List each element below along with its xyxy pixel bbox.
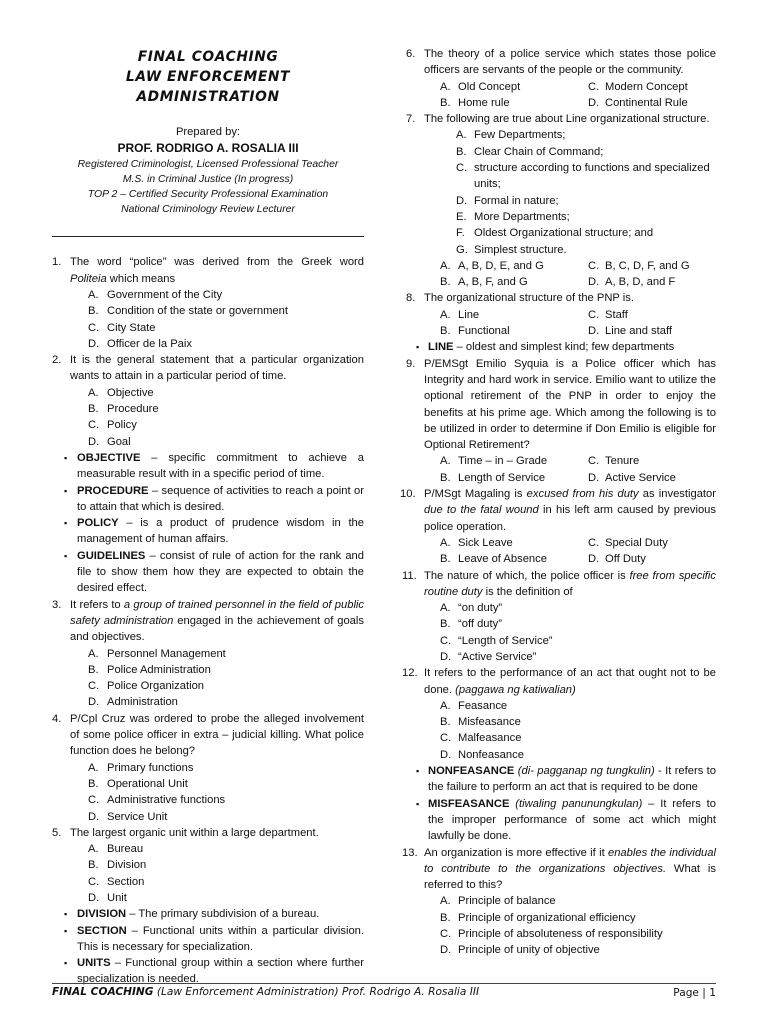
choice-letter: A. — [88, 386, 99, 399]
question-2 — [52, 352, 364, 385]
choice-row — [400, 258, 716, 274]
doc-title-line1: FINAL COACHING — [137, 49, 279, 65]
question-text: It is the general statement that a particular organization wants to attain in a particular period of time. — [70, 354, 364, 383]
choice-text: Unit — [107, 891, 127, 904]
question-number: 7. — [406, 113, 416, 126]
choice-item — [52, 646, 364, 662]
author-name: PROF. RODRIGO A. ROSALIA III — [117, 141, 299, 156]
choice-item — [400, 714, 716, 730]
page-number: Page | 1 — [673, 987, 716, 999]
question-1 — [52, 254, 364, 287]
choice-letter: B. — [88, 663, 99, 676]
choice-text: Special Duty — [605, 536, 668, 549]
choice-text: Police Administration — [107, 663, 211, 676]
question-text-italic: Politeia — [70, 272, 107, 285]
choice-letter: A. — [88, 843, 99, 856]
choice-letter: A. — [88, 289, 99, 301]
question-number: 3. — [52, 598, 62, 611]
choice-item — [52, 890, 364, 906]
choice-text: Division — [107, 859, 147, 872]
choice-letter: A. — [440, 895, 451, 908]
credential-line: M.S. in Criminal Justice (In progress) — [122, 173, 294, 185]
definition-note — [400, 339, 716, 355]
choice-item — [400, 730, 716, 746]
choice-item — [52, 417, 364, 433]
choice-text: Policy — [107, 419, 137, 432]
choice-text: Personnel Management — [107, 647, 226, 660]
choice-letter: C. — [588, 455, 600, 468]
note-text: – Functional group within a section where further specialization is needed. — [77, 957, 364, 986]
left-column — [52, 0, 364, 988]
choice-row — [400, 274, 716, 290]
question-3 — [52, 597, 364, 646]
question-number: 4. — [52, 712, 62, 725]
question-text-part: The word “police” was derived from the Greek word — [70, 256, 364, 269]
question-10 — [400, 486, 716, 535]
prepared-by-label: Prepared by: — [175, 126, 241, 138]
question-text-part: It refers to the performance of an act that ought not to be done. — [424, 667, 716, 696]
choice-letter: C. — [88, 321, 100, 334]
question-text-part: in his left arm caused by previous police operation. — [424, 504, 716, 533]
choice-item — [52, 336, 364, 352]
choice-letter: C. — [440, 732, 452, 745]
choice-text: Old Concept — [458, 80, 521, 93]
choice-letter: A. — [88, 761, 99, 774]
choice-letter: B. — [88, 403, 99, 416]
choice-letter: C. — [88, 680, 100, 693]
choice-list — [400, 600, 716, 665]
statement-text: Formal in nature; — [474, 194, 559, 207]
choice-item — [52, 694, 364, 710]
choice-letter: A. — [440, 455, 451, 468]
question-text-part: P/MSgt Magaling is — [424, 488, 527, 501]
choice-text: “Active Service” — [458, 650, 537, 663]
choice-text: Officer de la Paix — [107, 337, 192, 350]
choice-text: Primary functions — [107, 761, 194, 774]
choice-item — [52, 809, 364, 825]
question-text — [424, 568, 716, 601]
question-text: The organizational structure of the PNP is. — [424, 292, 634, 305]
choice-letter: D. — [588, 471, 600, 484]
choice-list — [52, 646, 364, 711]
statement-text: Oldest Organizational structure; and — [474, 227, 654, 240]
choice-item — [52, 678, 364, 694]
choice-letter: D. — [588, 96, 600, 109]
choice-text: Police Organization — [107, 680, 205, 693]
choice-text: “on duty” — [458, 602, 503, 615]
choice-text: A, B, D, and F — [605, 276, 676, 289]
choice-item — [52, 857, 364, 873]
bullet-icon: ▪ — [416, 342, 420, 353]
choice-text: A, B, D, E, and G — [458, 259, 544, 272]
choice-text: Principle of absoluteness of responsibility — [458, 928, 663, 941]
choice-item — [400, 942, 716, 958]
statement-item — [400, 225, 716, 241]
choice-letter: B. — [440, 96, 451, 109]
bullet-icon: ▪ — [416, 798, 420, 809]
note-text: – Functional units within a particular division. This is necessary for specialization. — [77, 924, 364, 953]
question-8 — [400, 290, 716, 306]
bullet-icon: ▪ — [64, 909, 68, 920]
choice-text: Principle of organizational efficiency — [458, 911, 636, 924]
bullet-icon: ▪ — [64, 452, 68, 463]
statement-letter: A. — [456, 129, 467, 142]
choice-text: Feasance — [458, 699, 508, 712]
note-translation: (tiwaling panunungkulan) — [509, 797, 643, 810]
choice-text: Principle of unity of objective — [458, 944, 600, 957]
choice-letter: D. — [88, 435, 100, 448]
note-term: GUIDELINES — [77, 549, 146, 562]
choice-text: Misfeasance — [458, 716, 521, 729]
note-list — [52, 450, 364, 597]
bullet-icon: ▪ — [64, 485, 68, 496]
choice-letter: A. — [440, 602, 451, 615]
note-translation: (di- pagganap ng tungkulin) — [514, 765, 655, 778]
statement-item — [400, 193, 716, 209]
choice-list — [400, 698, 716, 763]
choice-letter: A. — [88, 647, 99, 660]
question-text: The largest organic unit within a large department. — [70, 826, 319, 839]
choice-letter: D. — [440, 748, 452, 761]
choice-item — [52, 874, 364, 890]
choice-text: Leave of Absence — [458, 553, 547, 566]
choice-text: Continental Rule — [605, 96, 688, 109]
choice-text: Functional — [458, 325, 510, 338]
note-term: POLICY — [77, 517, 119, 530]
choice-letter: A. — [440, 308, 451, 321]
question-number: 6. — [406, 48, 416, 60]
statement-letter: E. — [456, 210, 467, 223]
choice-list — [52, 841, 364, 906]
definition-note — [52, 450, 364, 483]
choice-letter: D. — [588, 276, 600, 289]
definition-note — [400, 763, 716, 796]
statement-text: Few Departments; — [474, 129, 566, 142]
choice-row — [400, 551, 716, 567]
note-text: – It refers to the improper performance of some act which might lawfully be done. — [428, 797, 716, 843]
question-text: P/Cpl Cruz was ordered to probe the alleged involvement of some police officer in extra – judicial killing. What police function does he belong? — [70, 712, 364, 758]
choice-text: Line — [458, 308, 480, 321]
question-text-part: What is referred to this? — [424, 862, 716, 892]
right-column — [400, 0, 716, 959]
choice-letter: D. — [588, 325, 600, 338]
bullet-icon: ▪ — [64, 958, 68, 969]
question-number: 1. — [52, 256, 62, 269]
definition-note — [52, 483, 364, 516]
choice-letter: B. — [88, 305, 99, 318]
bullet-icon: ▪ — [64, 550, 68, 561]
statement-text: Simplest structure. — [474, 243, 567, 256]
footer-subtitle: (Law Enforcement Administration) Prof. Rodrigo A. Rosalia III — [153, 986, 480, 998]
question-text — [424, 665, 716, 698]
choice-text: Malfeasance — [458, 732, 522, 745]
statement-item — [400, 242, 716, 258]
question-text-part: The nature of which, the police officer is — [424, 569, 630, 582]
choice-item — [52, 792, 364, 808]
choice-list — [52, 287, 364, 352]
choice-item — [52, 776, 364, 792]
question-number: 12. — [402, 667, 418, 680]
bullet-icon: ▪ — [64, 925, 68, 936]
statement-letter: D. — [456, 194, 468, 207]
choice-item — [400, 747, 716, 763]
note-text: – consist of rule of action for the rank and file to show them how they are expected to obtain the desired effect. — [77, 549, 364, 595]
choice-text: Sick Leave — [458, 536, 513, 549]
question-text-part: as investigator — [638, 488, 716, 501]
choice-text: Procedure — [107, 403, 159, 416]
choice-row — [400, 453, 716, 469]
choice-item — [400, 698, 716, 714]
question-text-italic: due to the fatal wound — [424, 504, 539, 517]
definition-note — [400, 796, 716, 845]
question-number: 2. — [52, 354, 62, 367]
choice-text: Staff — [605, 308, 628, 321]
choice-item — [52, 760, 364, 776]
note-term: DIVISION — [77, 908, 127, 921]
choice-text: Operational Unit — [107, 777, 188, 790]
choice-text: Line and staff — [605, 325, 672, 338]
choice-text: Modern Concept — [605, 80, 688, 93]
choice-letter: B. — [440, 618, 451, 631]
question-text-italic: a group of trained personnel in the field of public safety administration — [70, 598, 365, 627]
choice-letter: C. — [440, 928, 452, 941]
bullet-icon: ▪ — [416, 766, 420, 777]
choice-list — [400, 893, 716, 958]
choice-letter: C. — [88, 794, 100, 807]
choice-letter: A. — [440, 699, 451, 712]
question-6 — [400, 46, 716, 79]
document-header — [52, 47, 364, 217]
choice-letter: B. — [440, 276, 451, 289]
note-text: - It refers to the failure to perform an act that is required to be done — [428, 765, 716, 794]
choice-text: “Length of Service” — [458, 634, 553, 647]
choice-item — [400, 649, 716, 665]
choice-text: Length of Service — [458, 471, 546, 484]
choice-text: Condition of the state or government — [107, 305, 288, 318]
question-11 — [400, 568, 716, 601]
question-number: 13. — [402, 846, 418, 859]
choice-item — [400, 600, 716, 616]
note-term: OBJECTIVE — [77, 451, 141, 464]
question-text — [70, 597, 364, 646]
question-text: The following are true about Line organizational structure. — [424, 113, 710, 126]
note-term: LINE — [428, 341, 454, 354]
note-list — [400, 763, 716, 844]
question-text-italic: enables the individual to contribute to the organizations objectives. — [424, 846, 716, 875]
choice-row — [400, 307, 716, 323]
choice-text: Objective — [107, 386, 154, 399]
note-text: – specific commitment to achieve a measurable result with in a specific period of time. — [77, 451, 364, 481]
statement-item — [400, 209, 716, 225]
question-9 — [400, 356, 716, 454]
choice-text: Service Unit — [107, 810, 168, 823]
question-text-part: is the definition of — [482, 585, 573, 598]
statement-item — [400, 127, 716, 143]
choice-letter: C. — [440, 634, 452, 647]
choice-letter: B. — [88, 777, 99, 790]
choice-letter: D. — [440, 944, 452, 957]
question-text — [424, 845, 716, 894]
question-text-italic: (paggawa ng katiwalian) — [455, 683, 576, 696]
choice-text: Goal — [107, 435, 131, 448]
question-number: 5. — [52, 826, 62, 839]
choice-item — [52, 662, 364, 678]
question-text: The theory of a police service which states those police officers are servants of the people or the community. — [424, 48, 716, 77]
definition-note — [52, 515, 364, 548]
statement-item — [400, 160, 716, 193]
choice-letter: D. — [440, 650, 452, 663]
question-text-part: which means — [106, 272, 176, 285]
choice-text: “off duty” — [458, 618, 502, 631]
question-text: P/EMSgt Emilio Syquia is a Police officer which has Integrity and hard work in service. Emilio want to utilize the optional retirement of the PNP in order to enjoy the benefits at his prime age. Which among the following is to be utilized in order to determine if Don Emilio is eligible for Optional Retirement? — [424, 357, 716, 452]
question-5 — [52, 825, 364, 841]
choice-text: Administrative functions — [107, 794, 226, 807]
choice-text: Tenure — [605, 455, 640, 468]
question-4 — [52, 711, 364, 760]
choice-letter: C. — [588, 259, 600, 272]
note-term: UNITS — [77, 957, 111, 970]
choice-letter: A. — [440, 80, 451, 93]
statement-letter: G. — [456, 243, 468, 256]
question-text-part: engaged in the achievement of goals and objectives. — [70, 614, 364, 644]
choice-letter: D. — [88, 337, 100, 350]
choice-row — [400, 79, 716, 95]
question-text-italic: free from specific routine duty — [424, 569, 716, 598]
definition-note — [52, 548, 364, 597]
footer-title: FINAL COACHING — [52, 986, 154, 998]
choice-letter: B. — [440, 911, 451, 924]
choice-text: Section — [107, 875, 145, 888]
choice-text: Bureau — [107, 843, 144, 856]
choice-list — [52, 760, 364, 825]
choice-letter: D. — [88, 891, 100, 904]
choice-row — [400, 323, 716, 339]
choice-item — [400, 633, 716, 649]
choice-text: A, B, F, and G — [458, 276, 528, 289]
note-text: – is a product of prudence wisdom in the management of human affairs. — [77, 517, 364, 546]
choice-letter: A. — [440, 536, 451, 549]
choice-letter: B. — [88, 859, 99, 872]
question-number: 8. — [406, 292, 416, 305]
question-text-italic: excused from his duty — [526, 488, 639, 501]
note-text: – oldest and simplest kind; few departments — [453, 341, 675, 354]
choice-letter: C. — [588, 308, 600, 321]
choice-item — [400, 616, 716, 632]
choice-text: Time – in – Grade — [458, 455, 548, 468]
doc-title-line2: LAW ENFORCEMENT ADMINISTRATION — [125, 69, 291, 105]
definition-note — [52, 906, 364, 922]
question-13 — [400, 845, 716, 894]
statement-text: Clear Chain of Command; — [474, 145, 604, 158]
choice-letter: B. — [440, 325, 451, 338]
choice-letter: B. — [440, 471, 451, 484]
choice-text: Home rule — [458, 96, 510, 109]
choice-text: B, C, D, F, and G — [605, 259, 690, 272]
choice-item — [52, 320, 364, 336]
note-term: MISFEASANCE — [428, 797, 510, 810]
choice-row — [400, 535, 716, 551]
choice-letter: D. — [588, 553, 600, 566]
question-number: 10. — [400, 488, 416, 501]
question-text-part: An organization is more effective if it — [424, 846, 608, 859]
question-number: 11. — [402, 569, 417, 582]
question-7 — [400, 111, 716, 127]
choice-letter: B. — [440, 716, 451, 729]
choice-item — [400, 893, 716, 909]
choice-row — [400, 470, 716, 486]
choice-item — [52, 287, 364, 303]
choice-item — [52, 303, 364, 319]
note-text: – The primary subdivision of a bureau. — [126, 908, 320, 921]
note-text: – sequence of activities to reach a point or to attain that which is desired. — [77, 484, 364, 513]
question-text-part: It refers to — [70, 598, 124, 611]
note-term: PROCEDURE — [77, 484, 149, 497]
choice-row — [400, 95, 716, 111]
choice-letter: C. — [588, 536, 600, 549]
choice-text: Off Duty — [605, 553, 646, 566]
choice-letter: A. — [440, 259, 451, 272]
choice-text: Active Service — [605, 471, 676, 484]
choice-item — [52, 434, 364, 450]
question-12 — [400, 665, 716, 698]
note-list — [52, 906, 364, 987]
choice-letter: C. — [88, 875, 100, 888]
credential-line: TOP 2 – Certified Security Professional Examination — [87, 189, 329, 200]
choice-text: Principle of balance — [458, 895, 556, 908]
choice-letter: C. — [588, 80, 600, 93]
note-term: NONFEASANCE — [428, 765, 515, 778]
choice-letter: B. — [440, 553, 451, 566]
choice-text: Administration — [107, 696, 178, 709]
choice-item — [52, 385, 364, 401]
page-footer — [52, 983, 716, 999]
choice-letter: C. — [88, 419, 100, 432]
choice-item — [400, 910, 716, 926]
statement-text: structure according to functions and specialized units; — [474, 162, 710, 191]
choice-item — [400, 926, 716, 942]
question-text — [424, 486, 716, 535]
statement-letter: F. — [456, 227, 465, 240]
choice-letter: D. — [88, 696, 100, 709]
choice-text: City State — [107, 321, 156, 334]
choice-text: Government of the City — [107, 289, 223, 301]
statement-letter: B. — [456, 145, 467, 158]
question-text — [70, 254, 364, 287]
choice-letter: D. — [88, 810, 100, 823]
bullet-icon: ▪ — [64, 518, 68, 529]
statement-letter: C. — [456, 162, 468, 175]
choice-item — [52, 401, 364, 417]
choice-item — [52, 841, 364, 857]
definition-note — [52, 923, 364, 956]
note-term: SECTION — [77, 924, 127, 937]
credential-line: National Criminology Review Lecturer — [121, 204, 295, 216]
question-number: 9. — [406, 357, 416, 370]
statement-list — [400, 127, 716, 257]
statement-text: More Departments; — [474, 210, 570, 223]
statement-item — [400, 144, 716, 160]
credential-line: Registered Criminologist, Licensed Professional Teacher — [77, 158, 339, 170]
choice-list — [52, 385, 364, 450]
choice-text: Nonfeasance — [458, 748, 524, 761]
